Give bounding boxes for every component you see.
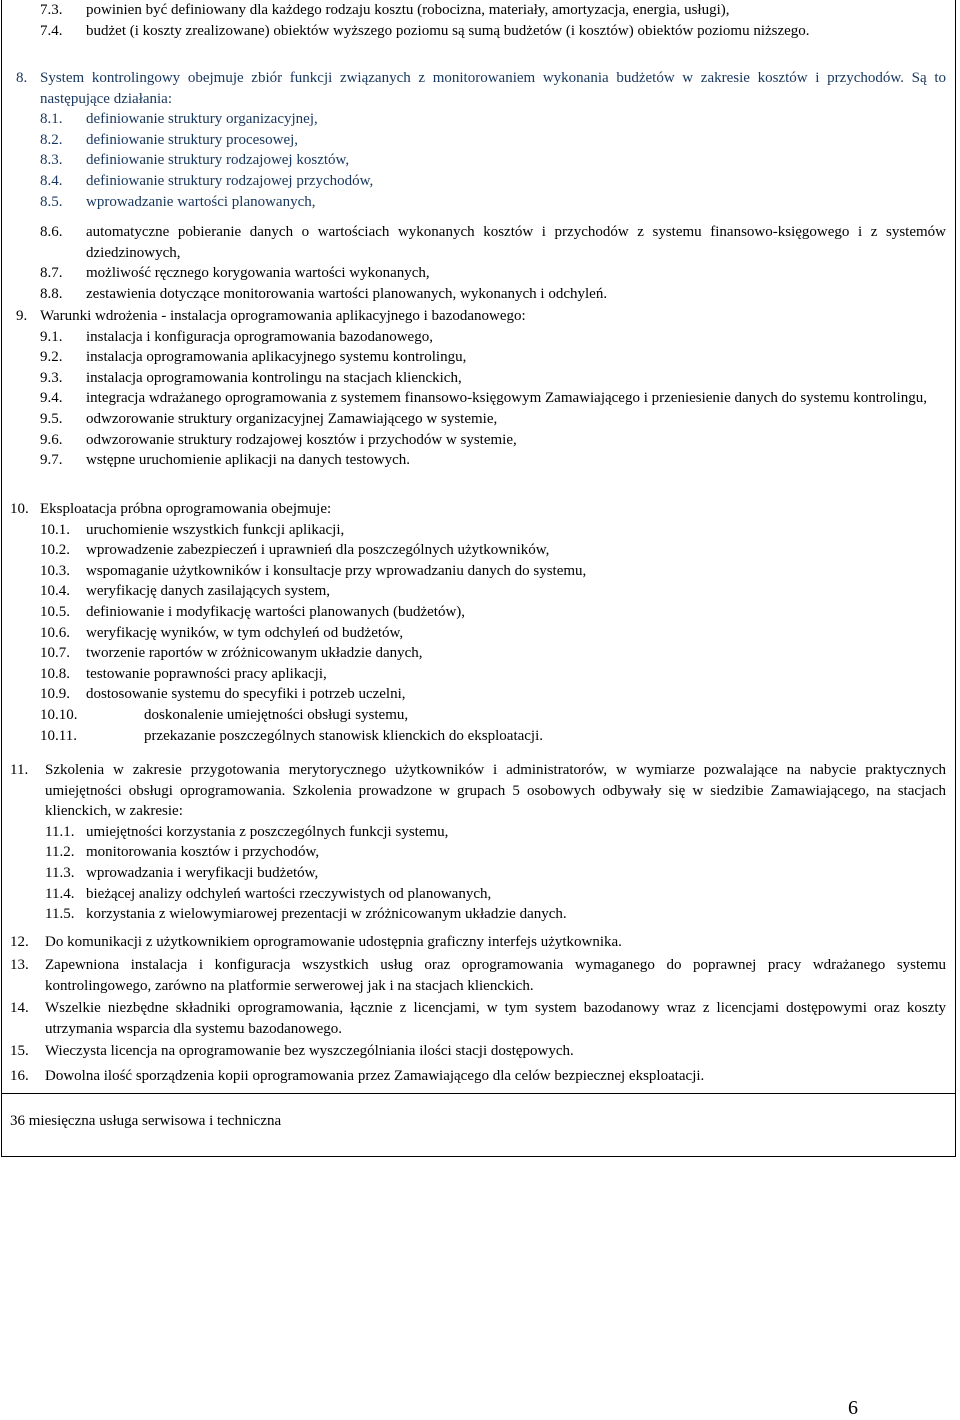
section-heading xyxy=(10,955,946,996)
section-heading xyxy=(10,499,946,520)
item-number: 10.10. xyxy=(40,706,78,723)
list-item xyxy=(40,222,946,263)
section-number: 15. xyxy=(10,1043,29,1059)
item-number: 8.3. xyxy=(40,152,63,169)
section-text: Szkolenia w zakresie przygotowania merytorycznego użytkowników i administratorów, w wymiarze pozwalające na nabycie praktycznych umiejętności obsługi oprogramowania. Szkolenia prowadzone w grupach 5 osobowych odbywały się w siedzibie Zamawiającego, na stacjach klienckich, w zakresie: xyxy=(45,762,946,820)
section-number: 12. xyxy=(10,934,29,950)
item-number: 8.6. xyxy=(40,224,63,240)
item-text: możliwość ręcznego korygowania wartości wykonanych, xyxy=(86,265,430,282)
section-text: Dowolna ilość sporządzenia kopii oprogramowania przez Zamawiającego dla celów bezpiecznej eksploatacji. xyxy=(45,1068,705,1084)
section-10 xyxy=(10,499,946,746)
section-8 xyxy=(16,68,946,212)
page-number: 6 xyxy=(848,1397,858,1419)
section-text: Zapewniona instalacja i konfiguracja wszystkich usług oraz oprogramowania wymaganego do poprawnej pracy wdrażanego systemu kontrolingowego, zarówno na platformie serwerowej jak i na stacjach klienckich. xyxy=(45,957,946,994)
section-heading xyxy=(10,998,946,1039)
item-text: instalacja oprogramowania kontrolingu na stacjach klienckich, xyxy=(86,369,462,386)
item-text: wspomaganie użytkowników i konsultacje przy wprowadzaniu danych do systemu, xyxy=(86,562,587,579)
service-text: 36 miesięczna usługa serwisowa i techniczna xyxy=(10,1113,282,1129)
item-text: tworzenie raportów w zróżnicowanym układzie danych, xyxy=(86,645,423,662)
item-number: 9.2. xyxy=(40,349,63,366)
list-item xyxy=(40,540,946,561)
item-number: 9.6. xyxy=(40,431,63,448)
section-heading xyxy=(10,760,946,822)
item-text: korzystania z wielowymiarowej prezentacji w zróżnicowanym układzie danych. xyxy=(86,906,567,923)
section-number: 9. xyxy=(16,308,28,324)
item-number: 8.2. xyxy=(40,131,63,148)
item-text: instalacja i konfiguracja oprogramowania bazodanowego, xyxy=(86,328,433,345)
section-number: 13. xyxy=(10,957,29,973)
item-text: definiowanie struktury procesowej, xyxy=(86,131,299,148)
item-number: 7.3. xyxy=(40,2,63,18)
item-number: 11.1. xyxy=(45,823,75,840)
item-number: 8.7. xyxy=(40,265,63,282)
section-heading xyxy=(16,306,946,327)
section-13 xyxy=(10,955,946,996)
item-text: powinien być definiowany dla każdego rodzaju kosztu (robocizna, materiały, amortyzacja, energia, usługi), xyxy=(86,2,730,18)
item-number: 11.2. xyxy=(45,844,75,861)
item-number: 10.9. xyxy=(40,686,70,703)
section-text: Warunki wdrożenia - instalacja oprogramowania aplikacyjnego i bazodanowego: xyxy=(40,308,526,324)
section-number: 11. xyxy=(10,762,29,778)
section-7-items xyxy=(40,0,948,41)
item-text: zestawienia dotyczące monitorowania wartości planowanych, wykonanych i odchyleń. xyxy=(86,285,608,302)
item-text: przekazanie poszczególnych stanowisk klienckich do eksploatacji. xyxy=(144,727,544,744)
list-item xyxy=(40,450,946,471)
section-15 xyxy=(10,1041,946,1062)
section-heading xyxy=(10,1041,946,1062)
item-text: definiowanie struktury rodzajowej przychodów, xyxy=(86,172,374,189)
item-text: automatyczne pobieranie danych o wartościach wykonanych kosztów i przychodów z systemu finansowo-księgowego i z systemów dziedzinowych, xyxy=(86,224,946,261)
list-item xyxy=(40,171,946,192)
list-item xyxy=(40,726,946,747)
section-14 xyxy=(10,998,946,1039)
list-item xyxy=(40,284,946,305)
table-divider xyxy=(1,1093,956,1094)
section-number: 16. xyxy=(10,1068,29,1084)
item-text: testowanie poprawności pracy aplikacji, xyxy=(86,665,327,682)
item-number: 10.2. xyxy=(40,542,70,559)
list-item xyxy=(40,684,946,705)
item-number: 9.7. xyxy=(40,452,63,469)
item-text: wprowadzanie wartości planowanych, xyxy=(86,193,316,210)
list-item xyxy=(45,884,946,905)
item-text: weryfikację danych zasilających system, xyxy=(86,583,331,600)
list-item xyxy=(40,0,948,21)
item-number: 10.6. xyxy=(40,624,70,641)
list-item xyxy=(45,904,946,925)
item-text: odwzorowanie struktury organizacyjnej Zamawiającego w systemie, xyxy=(86,410,498,427)
item-text: monitorowania kosztów i przychodów, xyxy=(86,844,320,861)
item-number: 7.4. xyxy=(40,22,63,39)
list-item xyxy=(40,192,946,213)
item-text: uruchomienie wszystkich funkcji aplikacji, xyxy=(86,521,345,538)
section-heading xyxy=(10,932,946,953)
item-number: 9.3. xyxy=(40,369,63,386)
item-number: 9.5. xyxy=(40,410,63,427)
item-text: definiowanie i modyfikację wartości planowanych (budżetów), xyxy=(86,603,466,620)
item-text: umiejętności korzystania z poszczególnych funkcji systemu, xyxy=(86,823,449,840)
item-number: 8.4. xyxy=(40,172,63,189)
list-item xyxy=(40,21,948,42)
list-item xyxy=(45,822,946,843)
section-heading xyxy=(16,68,946,109)
item-number: 11.5. xyxy=(45,906,75,923)
list-item xyxy=(40,430,946,451)
list-item xyxy=(40,327,946,348)
list-item xyxy=(40,409,946,430)
item-text: weryfikację wyników, w tym odchyleń od budżetów, xyxy=(86,624,404,641)
list-item xyxy=(40,263,946,284)
item-text: wprowadzania i weryfikacji budżetów, xyxy=(86,864,319,881)
item-number: 10.4. xyxy=(40,583,70,600)
list-item xyxy=(45,863,946,884)
section-16 xyxy=(10,1066,946,1087)
list-item xyxy=(40,623,946,644)
sub-list xyxy=(45,822,946,925)
section-text: System kontrolingowy obejmuje zbiór funkcji związanych z monitorowaniem wykonania budżetów w zakresie kosztów i przychodów. Są to następujące działania: xyxy=(40,70,946,107)
list-item xyxy=(40,664,946,685)
item-text: definiowanie struktury rodzajowej kosztów, xyxy=(86,152,350,169)
item-number: 11.3. xyxy=(45,864,75,881)
item-text: wprowadzenie zabezpieczeń i uprawnień dla poszczególnych użytkowników, xyxy=(86,542,550,559)
list-item xyxy=(40,602,946,623)
item-number: 10.5. xyxy=(40,603,70,620)
item-text: definiowanie struktury organizacyjnej, xyxy=(86,111,318,128)
list-item xyxy=(40,368,946,389)
section-number: 14. xyxy=(10,1000,29,1016)
list-item xyxy=(40,388,946,409)
section-heading xyxy=(10,1066,946,1087)
sub-list xyxy=(40,520,946,747)
item-number: 10.11. xyxy=(40,727,77,744)
item-number: 8.1. xyxy=(40,111,63,128)
section-text: Wieczysta licencja na oprogramowanie bez wyszczególniania ilości stacji dostępowych. xyxy=(45,1043,574,1059)
list-item xyxy=(40,109,946,130)
list-item xyxy=(40,581,946,602)
section-number: 8. xyxy=(16,70,28,86)
section-text: Eksploatacja próbna oprogramowania obejmuje: xyxy=(40,501,332,517)
item-number: 8.5. xyxy=(40,193,63,210)
item-number: 10.1. xyxy=(40,521,70,538)
section-text: Wszelkie niezbędne składniki oprogramowania, łącznie z licencjami, w tym system bazodanowy wraz z licencjami dostępowymi oraz koszty utrzymania wsparcia dla systemu bazodanowego. xyxy=(45,1000,946,1037)
list-item xyxy=(40,705,946,726)
section-text: Do komunikacji z użytkownikiem oprogramowanie udostępnia graficzny interfejs użytkownika. xyxy=(45,934,622,950)
section-8-continued xyxy=(40,222,946,304)
section-number: 10. xyxy=(10,501,29,517)
section-12 xyxy=(10,932,946,953)
sub-list xyxy=(40,109,946,212)
sub-list xyxy=(40,327,946,471)
item-text: odwzorowanie struktury rodzajowej kosztów i przychodów w systemie, xyxy=(86,431,517,448)
list-item xyxy=(40,520,946,541)
item-text: integracja wdrażanego oprogramowania z systemem finansowo-księgowym Zamawiającego i przeniesienie danych do systemu kontrolingu, xyxy=(86,390,927,407)
list-item xyxy=(40,643,946,664)
item-number: 11.4. xyxy=(45,885,75,902)
item-text: budżet (i koszty zrealizowane) obiektów wyższego poziomu są sumą budżetów (i kosztów) obiektów poziomu niższego. xyxy=(86,22,810,39)
item-text: doskonalenie umiejętności obsługi systemu, xyxy=(144,706,409,723)
list-item xyxy=(40,561,946,582)
item-text: bieżącej analizy odchyleń wartości rzeczywistych od planowanych, xyxy=(86,885,492,902)
item-number: 10.8. xyxy=(40,665,70,682)
list-item xyxy=(40,130,946,151)
list-item xyxy=(45,842,946,863)
item-number: 10.7. xyxy=(40,645,70,662)
list-item xyxy=(40,150,946,171)
section-11 xyxy=(10,760,946,925)
item-number: 9.1. xyxy=(40,328,63,345)
item-number: 10.3. xyxy=(40,562,70,579)
item-number: 8.8. xyxy=(40,285,63,302)
item-number: 9.4. xyxy=(40,390,63,407)
item-text: dostosowanie systemu do specyfiki i potrzeb uczelni, xyxy=(86,686,406,703)
section-9 xyxy=(16,306,946,471)
item-text: wstępne uruchomienie aplikacji na danych testowych. xyxy=(86,452,411,469)
item-text: instalacja oprogramowania aplikacyjnego systemu kontrolingu, xyxy=(86,349,467,366)
list-item xyxy=(40,347,946,368)
